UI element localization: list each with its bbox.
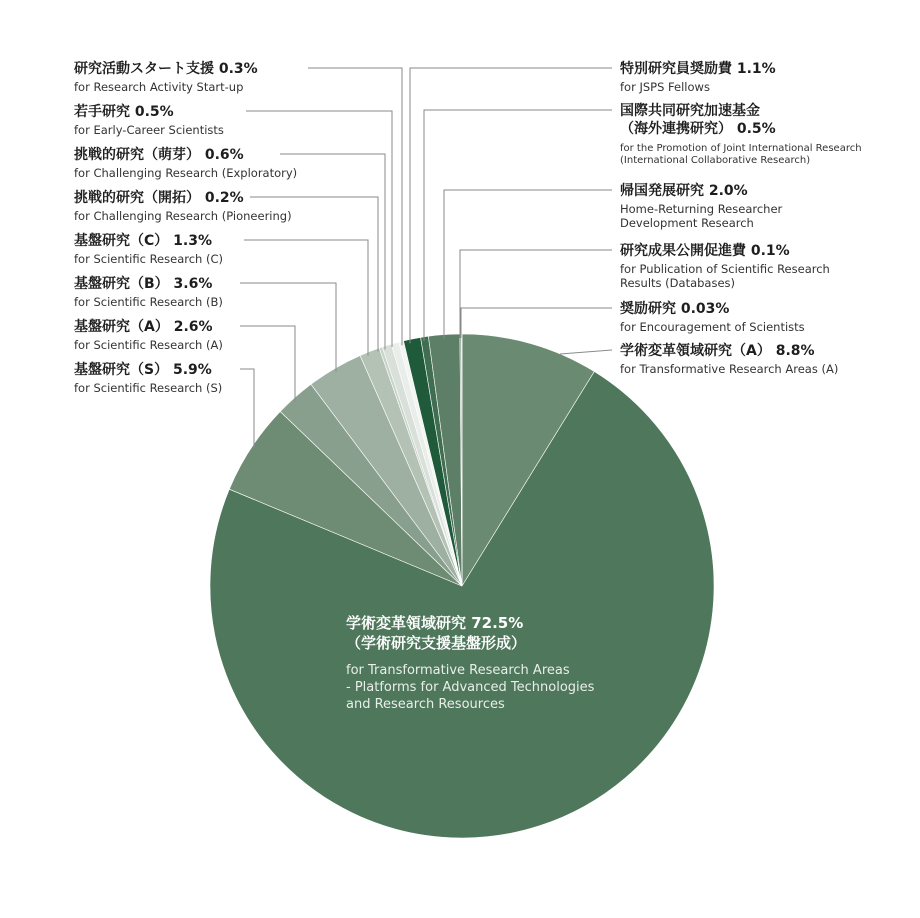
slice-label-en-1-0: for Transformative Research Areas [346,663,570,678]
slice-label-en-1-2: and Research Resources [346,697,505,712]
slice-label-en-2-0: for Scientific Research (S) [74,381,223,395]
slice-label-en-10-0: for JSPS Fellows [620,80,710,94]
slice-label-jp-1-0: 学術変革領域研究 72.5% [346,614,524,632]
slice-label-en-12-0: Home-Returning Researcher [620,202,783,216]
slice-label-jp-10-0: 特別研究員奨励費 1.1% [620,61,776,77]
leader-line-4 [240,283,336,372]
slice-label-jp-9-0: 研究活動スタート支援 0.3% [74,61,258,77]
leader-line-3 [240,326,295,401]
leader-line-13 [460,250,612,338]
leader-line-12 [444,190,612,339]
slice-label-en-6-0: for Challenging Research (Pioneering) [74,209,292,223]
slice-label-jp-8-0: 若手研究 0.5% [74,104,174,120]
slice-label-en-7-0: for Challenging Research (Exploratory) [74,166,298,180]
slice-label-jp-4-0: 基盤研究（B） 3.6% [74,276,213,292]
slice-label-en-5-0: for Scientific Research (C) [74,252,223,266]
leader-line-2 [240,369,254,448]
slice-label-en-4-0: for Scientific Research (B) [74,295,223,309]
slice-label-jp-2-0: 基盤研究（S） 5.9% [74,362,212,378]
leader-line-10 [410,68,612,343]
pie-slices [210,334,714,838]
slice-label-en-0-0: for Transformative Research Areas (A) [620,362,839,376]
slice-label-jp-11-0: 国際共同研究加速基金 [620,103,760,119]
leader-line-11 [424,110,612,341]
leader-line-14 [461,308,612,338]
slice-label-en-8-0: for Early-Career Scientists [74,123,224,137]
slice-label-jp-12-0: 帰国発展研究 2.0% [620,183,748,199]
leader-line-8 [246,111,392,347]
slice-label-en-12-1: Development Research [620,216,754,230]
slice-label-en-11-1: (International Collaborative Research) [620,155,811,166]
slice-label-jp-3-0: 基盤研究（A） 2.6% [74,319,213,335]
leader-line-0 [560,350,612,354]
slice-label-en-13-1: Results (Databases) [620,276,736,290]
leader-line-9 [308,68,402,345]
slice-label-en-1-1: - Platforms for Advanced Technologies [346,680,595,695]
slice-label-jp-11-1: （海外連携研究） 0.5% [620,121,776,137]
leader-line-5 [244,240,368,356]
slice-label-en-13-0: for Publication of Scientific Research [620,262,830,276]
slice-label-jp-13-0: 研究成果公開促進費 0.1% [620,243,790,259]
slice-label-jp-14-0: 奨励研究 0.03% [620,301,730,317]
slice-label-jp-0-0: 学術変革領域研究（A） 8.8% [620,343,815,359]
slice-label-jp-7-0: 挑戦的研究（萌芽） 0.6% [74,147,244,163]
slice-label-jp-5-0: 基盤研究（C） 1.3% [74,233,212,249]
leader-line-7 [280,154,385,350]
slice-label-jp-1-1: （学術研究支援基盤形成） [346,634,527,652]
slice-label-en-14-0: for Encouragement of Scientists [620,320,805,334]
slice-label-en-9-0: for Research Activity Start-up [74,80,244,94]
slice-label-jp-6-0: 挑戦的研究（開拓） 0.2% [74,190,244,206]
slice-label-en-3-0: for Scientific Research (A) [74,338,223,352]
slice-label-en-11-0: for the Promotion of Joint International Research [620,143,862,154]
